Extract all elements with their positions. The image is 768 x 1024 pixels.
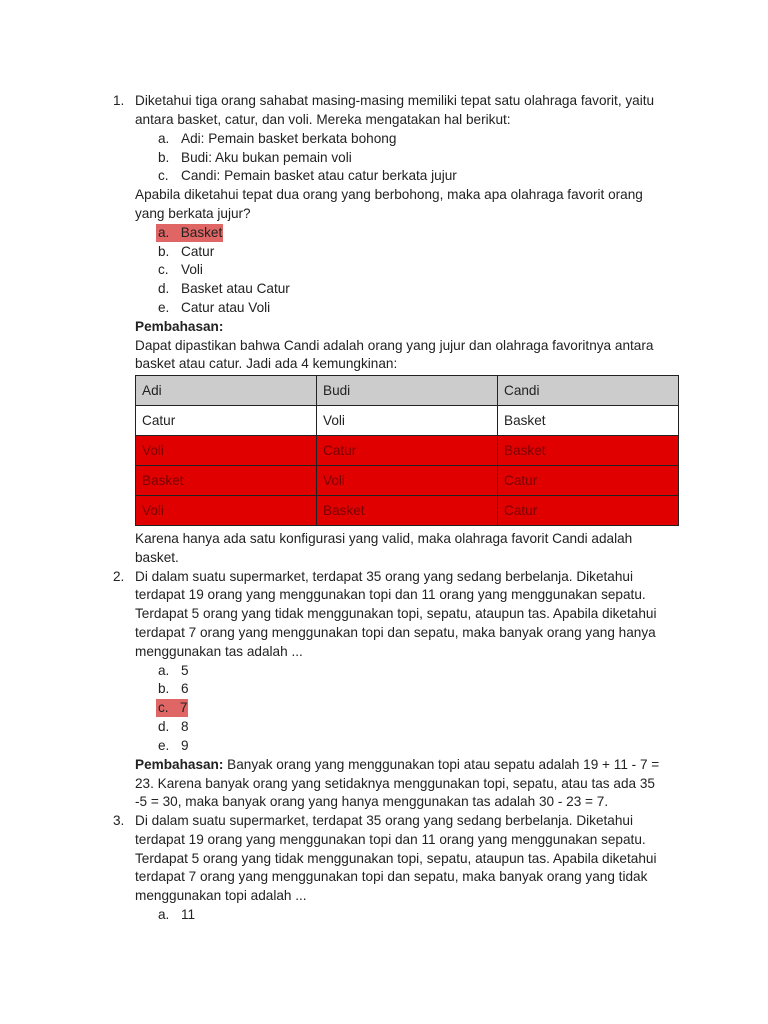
table-row-invalid: [136, 436, 679, 466]
table-row-invalid: [136, 496, 679, 526]
option-text: 9: [181, 738, 189, 753]
question-number: 2.: [113, 569, 125, 584]
option-letter: c.: [158, 262, 169, 277]
table-header-row: [136, 376, 679, 406]
question-stem-line: menggunakan topi adalah ...: [135, 888, 307, 903]
statement-letter: b.: [158, 150, 170, 165]
question-stem-line: Terdapat 5 orang yang tidak menggunakan topi, sepatu, ataupun tas. Apabila diketahui: [135, 606, 657, 621]
possibility-table: [135, 375, 679, 526]
table-cell: Catur: [498, 496, 679, 526]
conclusion-line: Karena hanya ada satu konfigurasi yang valid, maka olahraga favorit Candi adalah: [135, 531, 633, 546]
option-letter: b.: [158, 681, 170, 696]
option-letter: e.: [158, 300, 170, 315]
table-header-cell: Adi: [136, 376, 317, 406]
question-stem-line: Diketahui tiga orang sahabat masing-masing memiliki tepat satu olahraga favorit, yaitu: [135, 93, 655, 108]
conclusion-line: basket.: [135, 550, 179, 565]
question-number: 3.: [113, 813, 125, 828]
option-text: 6: [181, 681, 189, 696]
table-cell: Voli: [136, 496, 317, 526]
question-prompt-line: yang berkata jujur?: [135, 206, 251, 221]
correct-answer-highlight: [156, 699, 188, 717]
option-letter: e.: [158, 738, 170, 753]
option-letter: a.: [158, 907, 170, 922]
table-cell: Catur: [498, 466, 679, 496]
option-letter: d.: [158, 281, 170, 296]
option-text: 5: [181, 663, 189, 678]
correct-answer-highlight: [156, 224, 223, 242]
statement-text: Budi: Aku bukan pemain voli: [181, 150, 352, 165]
table-cell: Basket: [136, 466, 317, 496]
pembahasan-paragraph: [135, 756, 659, 774]
option-text: Basket atau Catur: [181, 281, 290, 296]
statement-text: Adi: Pemain basket berkata bohong: [181, 131, 397, 146]
option-letter: a.: [158, 225, 170, 240]
question-stem-line: terdapat 19 orang yang menggunakan topi dan 11 orang yang menggunakan sepatu.: [135, 832, 646, 847]
table-header-cell: Candi: [498, 376, 679, 406]
table-cell: Voli: [136, 436, 317, 466]
table-cell: Voli: [317, 466, 498, 496]
table-header-cell: Budi: [317, 376, 498, 406]
question-stem-line: Di dalam suatu supermarket, terdapat 35 orang yang sedang berbelanja. Diketahui: [135, 813, 633, 828]
table-row-invalid: [136, 466, 679, 496]
question-stem-line: terdapat 19 orang yang menggunakan topi dan 11 orang yang menggunakan sepatu.: [135, 587, 646, 602]
option-letter: a.: [158, 663, 170, 678]
pembahasan-line: -5 = 30, maka banyak orang yang hanya menggunakan tas adalah 30 - 23 = 7.: [135, 794, 609, 809]
question-stem-line: Di dalam suatu supermarket, terdapat 35 orang yang sedang berbelanja. Diketahui: [135, 569, 633, 584]
pembahasan-label: Pembahasan:: [135, 319, 224, 334]
option-text: Catur atau Voli: [181, 300, 271, 315]
option-text: Basket: [180, 225, 223, 240]
statement-text: Candi: Pemain basket atau catur berkata jujur: [181, 168, 457, 183]
option-letter: c.: [158, 700, 169, 715]
option-letter: b.: [158, 244, 170, 259]
option-text: 8: [181, 719, 189, 734]
question-prompt-line: Apabila diketahui tepat dua orang yang berbohong, maka apa olahraga favorit orang: [135, 187, 643, 202]
table-cell: Catur: [317, 436, 498, 466]
table-row: [136, 406, 679, 436]
option-text: 11: [181, 907, 196, 922]
question-stem-line: antara basket, catur, dan voli. Mereka mengatakan hal berikut:: [135, 112, 511, 127]
option-text: Voli: [181, 262, 203, 277]
table-cell: Catur: [136, 406, 317, 436]
option-text: Catur: [181, 244, 215, 259]
option-text: 7: [179, 700, 188, 715]
question-stem-line: Terdapat 5 orang yang tidak menggunakan topi, sepatu, ataupun tas. Apabila diketahui: [135, 851, 657, 866]
table-cell: Basket: [498, 406, 679, 436]
pembahasan-line: Dapat dipastikan bahwa Candi adalah orang yang jujur dan olahraga favoritnya antara: [135, 338, 654, 353]
pembahasan-line: 23. Karena banyak orang yang setidaknya menggunakan topi, sepatu, atau tas ada 35: [135, 776, 655, 791]
statement-letter: c.: [158, 168, 169, 183]
question-stem-line: terdapat 7 orang yang menggunakan topi dan sepatu, maka banyak orang yang hanya: [135, 625, 656, 640]
question-stem-line: terdapat 7 orang yang menggunakan topi dan sepatu, maka banyak orang yang tidak: [135, 869, 648, 884]
table-cell: Basket: [498, 436, 679, 466]
question-stem-line: menggunakan tas adalah ...: [135, 644, 303, 659]
table-cell: Basket: [317, 496, 498, 526]
pembahasan-label: Pembahasan:: [135, 757, 224, 772]
pembahasan-line: Banyak orang yang menggunakan topi atau sepatu adalah 19 + 11 - 7 =: [223, 757, 660, 772]
option-letter: d.: [158, 719, 170, 734]
table-cell: Voli: [317, 406, 498, 436]
statement-letter: a.: [158, 131, 170, 146]
pembahasan-line: basket atau catur. Jadi ada 4 kemungkinan:: [135, 356, 398, 371]
question-number: 1.: [113, 93, 125, 108]
